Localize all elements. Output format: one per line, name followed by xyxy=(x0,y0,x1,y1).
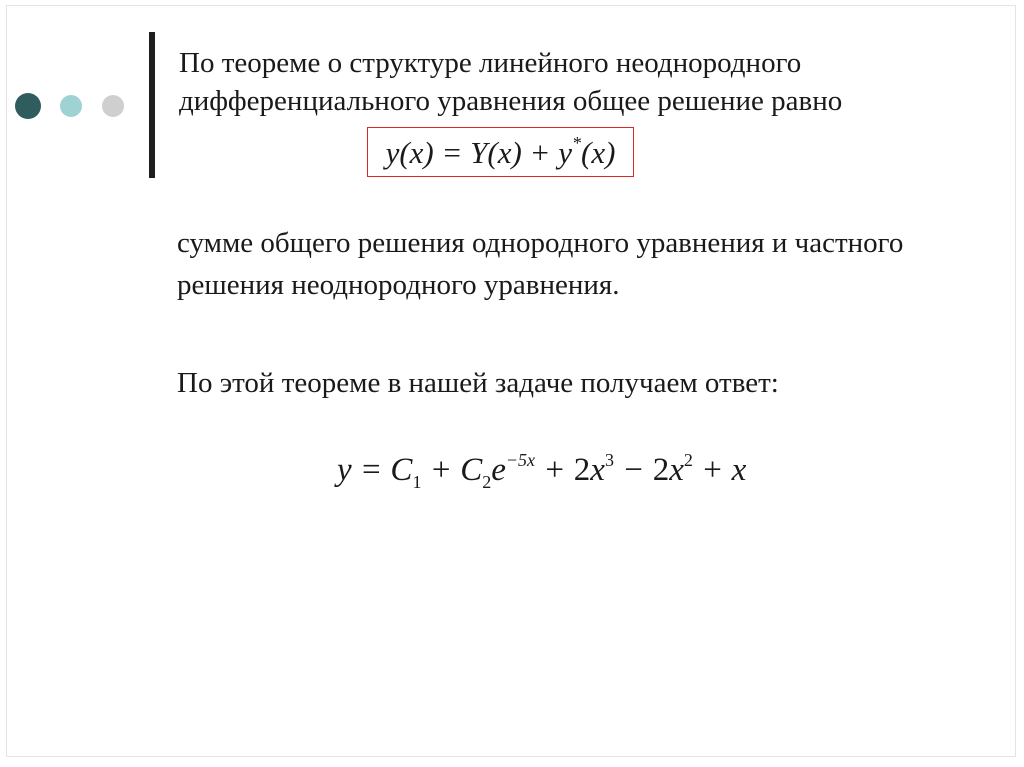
answer-formula-text: $y = C_1 + C_2e^{-5x} + 2x^3 - 2x^2 + x$ xyxy=(337,450,747,492)
answer-formula xyxy=(337,440,746,504)
answer-intro-paragraph: По этой теореме в нашей задаче получаем ответ: xyxy=(177,367,779,399)
slide-title: По теореме о структуре линейного неоднородного дифференциального уравнения общее решение равно xyxy=(179,47,843,117)
explanation-paragraph: сумме общего решения однородного уравнения и частного решения неоднородного уравнения. xyxy=(177,227,904,301)
title-accent-bar xyxy=(149,32,155,178)
bullet-dot-dark xyxy=(15,93,41,119)
formula-text: y(x) = Y(x) + y*(x) xyxy=(385,133,616,170)
bullet-dot-gray xyxy=(102,95,124,117)
bullet-dot-teal xyxy=(60,95,82,117)
general-solution-formula xyxy=(367,127,634,177)
